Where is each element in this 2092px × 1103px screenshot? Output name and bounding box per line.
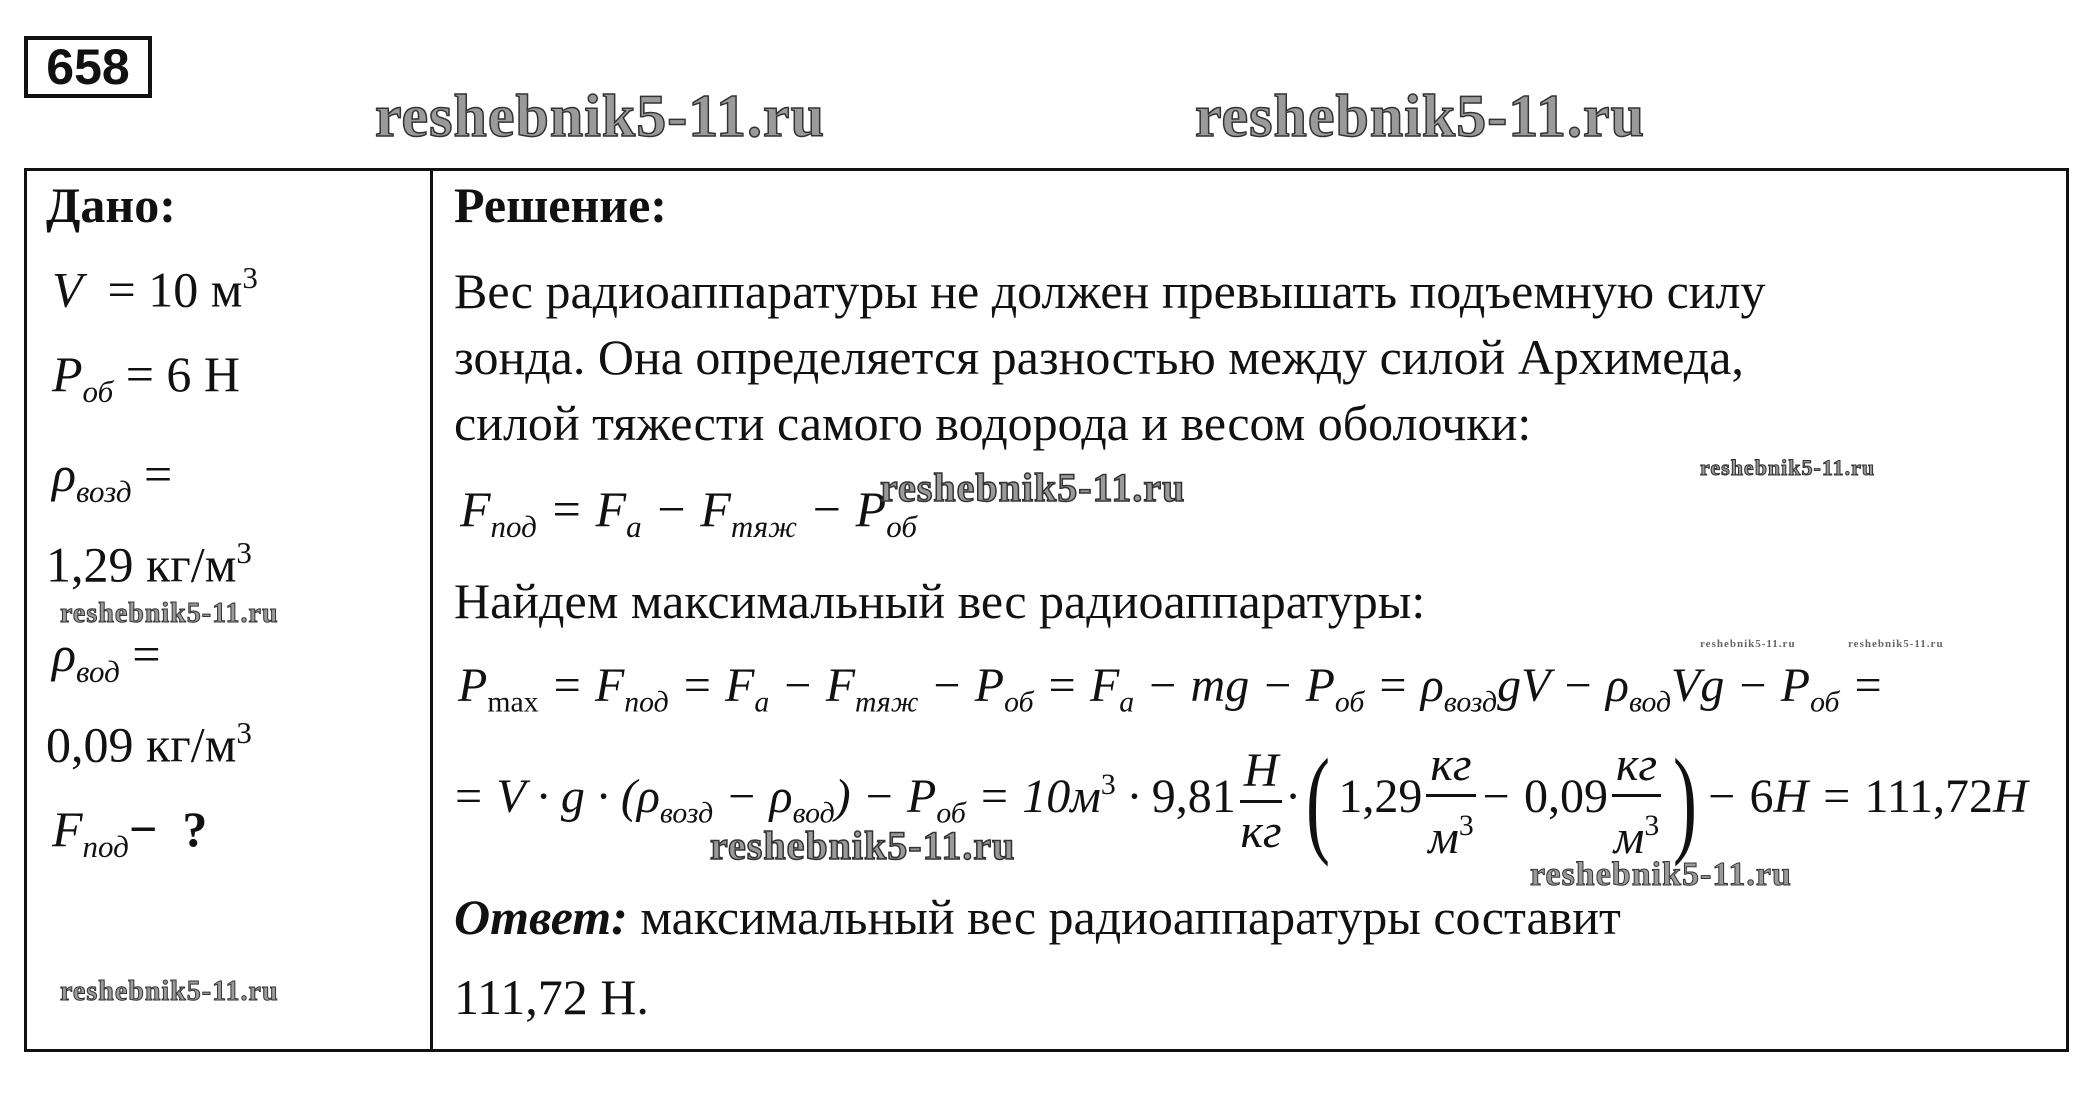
watermark: reshebnik5-11.ru [60, 976, 279, 1007]
watermark: reshebnik5-11.ru [1700, 455, 1876, 480]
formula-lift-force: $F_{под} = F_а - F_{тяж} - P_{об}$ [460, 481, 917, 544]
watermark: reshebnik5-11.ru [1195, 83, 1645, 149]
solution-text-line: силой тяжести самого водорода и весом оболочки: [454, 395, 1532, 451]
column-divider [430, 168, 433, 1052]
given-air-density-symbol: $\rho_{возд}$ = [52, 446, 173, 509]
answer-value: 111,72 Н. [454, 969, 649, 1025]
given-hydrogen-density-symbol: $\rho_{вод}$ = [52, 626, 161, 689]
solution-title: Решение: [454, 177, 667, 233]
problem-number: 658 [24, 36, 152, 98]
answer-line [454, 888, 1621, 946]
given-title: Дано: [46, 177, 176, 233]
watermark: reshebnik5-11.ru [1530, 856, 1792, 893]
given-shell-weight: $P_{об} = 6$ Н [52, 346, 241, 409]
watermark: reshebnik5-11.ru [710, 823, 1016, 868]
watermark: reshebnik5-11.ru [60, 598, 279, 629]
given-unknown: $F_{под}-$ ? [52, 801, 208, 864]
solution-text-line: Найдем максимальный вес радиоаппаратуры: [454, 573, 1426, 629]
watermark: reshebnik5-11.ru [375, 83, 825, 149]
given-air-density-value: 1,29 $кг/м^3$ [46, 535, 252, 593]
solution-text-line: Вес радиоаппаратуры не должен превышать подъемную силу [454, 263, 1766, 319]
watermark: reshebnik5-11.ru [880, 465, 1186, 510]
formula-numeric: = $V \cdot g \cdot (\rho_{возд} - \rho_{вод}) - P_{об} = 10м^3 \cdot 9,81$ $\frac{Н}{кг}$ ·( 1,29 $\frac{кг}{м^3}$ − 0,09 $\frac{кг}{м^3}$ ) − 6Н = 111,72Н [452, 734, 2028, 867]
given-volume: V = 10 $м^3$ [52, 260, 258, 318]
formula-max-weight: $P_{max} = F_{под} = F_а - F_{тяж} - P_{об} = F_а$ − mg − $P_{об} = \rho_{возд}gV - \rho_{вод}Vg - P_{об}$ = [458, 659, 1884, 719]
watermark: reshebnik5-11.ru [1848, 638, 1944, 650]
answer-text: максимальный вес радиоаппаратуры составит [640, 889, 1621, 945]
watermark: reshebnik5-11.ru [1700, 638, 1796, 650]
answer-label: Ответ: [454, 889, 628, 945]
solution-text-line: зонда. Она определяется разностью между силой Архимеда, [454, 329, 1744, 385]
given-hydrogen-density-value: 0,09 $кг/м^3$ [46, 715, 252, 773]
